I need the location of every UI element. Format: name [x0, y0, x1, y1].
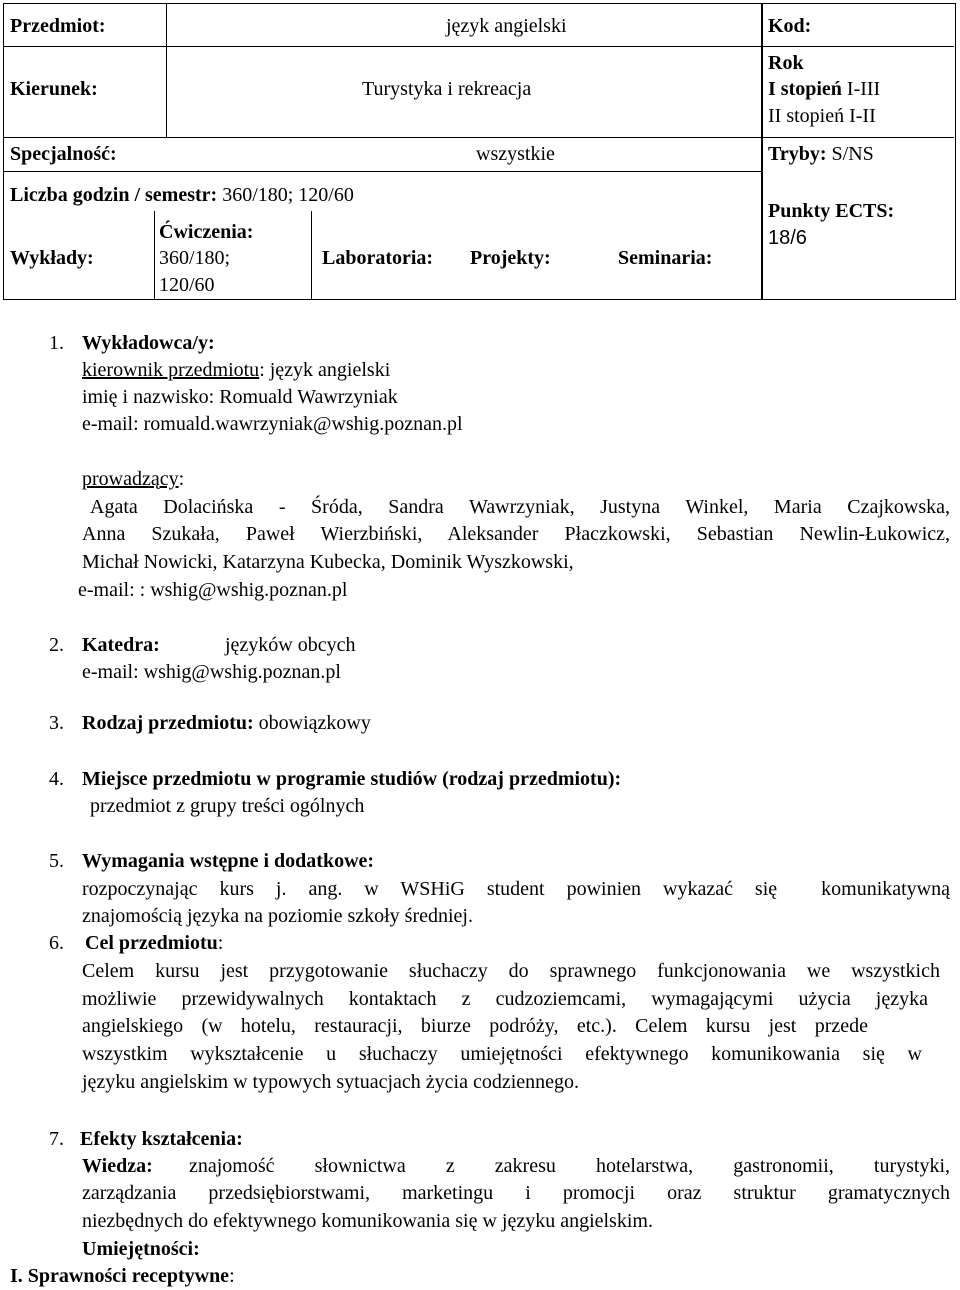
section-6-heading [85, 930, 223, 956]
prowadzacy-line-1: Agata Dolacińska - Śróda, Sandra Wawrzyniak, Justyna Winkel, Maria Czajkowska, [90, 496, 950, 518]
section-6-line-5: języku angielskim w typowych sytuacjach życia codziennego. [82, 1071, 580, 1093]
ects-label: Punkty ECTS: [768, 200, 895, 222]
column-divider [154, 211, 155, 299]
lecturer-name-line: imię i nazwisko: Romuald Wawrzyniak [82, 386, 398, 408]
laboratoria-label: Laboratoria: [322, 247, 434, 269]
section-6-line-3: angielskiego (w hotelu, restauracji, biurze podróży, etc.). Celem kursu jest przede [82, 1015, 868, 1037]
row-divider [4, 137, 954, 138]
row-divider [4, 171, 761, 172]
cwiczenia-line2: 120/60 [159, 274, 215, 296]
section-3-number: 3. [49, 712, 64, 734]
kierownik-label: kierownik przedmiotu [82, 359, 260, 381]
section-1-title: Wykładowca/y: [82, 332, 215, 354]
rok-line2: II stopień I-II [768, 105, 876, 127]
ects-value: 18/6 [768, 227, 807, 249]
section-5-line-1: rozpoczynając kurs j. ang. w WSHiG student powinien wykazać się komunikatywną [82, 878, 950, 900]
section-7-number: 7. [49, 1128, 64, 1150]
seminaria-label: Seminaria: [618, 247, 713, 269]
section-1-number: 1. [49, 332, 64, 354]
section-3-value: obowiązkowy [258, 712, 371, 734]
section-6-title: Cel przedmiotu [85, 932, 218, 954]
section-2-number: 2. [49, 634, 64, 656]
kierunek-value: Turystyka i rekreacja [362, 78, 532, 100]
sprawnosci-heading [10, 1263, 235, 1289]
lecturer-email-line: e-mail: romuald.wawrzyniak@wshig.poznan.pl [82, 413, 463, 435]
prowadzacy-line-2: Anna Szukała, Paweł Wierzbiński, Aleksander Płaczkowski, Sebastian Newlin-Łukowicz, [82, 523, 950, 545]
section-5-line-2: znajomością języka na poziomie szkoły średniej. [82, 905, 473, 927]
section-6-line-4: wszystkim wykształcenie u słuchaczy umiejętności efektywnego komunikowania się w [82, 1043, 922, 1065]
rok-line1 [768, 76, 880, 102]
wiedza-label [82, 1153, 153, 1179]
specjalnosc-label: Specjalność: [10, 143, 117, 165]
liczba-godzin [10, 182, 354, 208]
section-5-title: Wymagania wstępne i dodatkowe: [82, 850, 375, 872]
prowadzacy-heading [82, 466, 184, 492]
kierunek-label: Kierunek: [10, 78, 98, 100]
liczba-godzin-label: Liczba godzin / semestr: [10, 184, 218, 206]
wiedza-line-2: zarządzania przedsiębiorstwami, marketingu i promocji oraz struktur gramatycznych [82, 1182, 950, 1204]
kod-label: Kod: [768, 15, 812, 37]
cwiczenia-line1: 360/180; [159, 247, 231, 269]
umiejetnosci-label: Umiejętności: [82, 1238, 200, 1260]
wiedza-label-text: Wiedza: [82, 1155, 153, 1177]
tryby-value: S/NS [831, 143, 874, 165]
cwiczenia-label: Ćwiczenia: [159, 221, 254, 243]
rok-line1-value: I-III [846, 78, 881, 100]
kierownik-value: : język angielski [259, 359, 391, 381]
prowadzacy-email: e-mail: : wshig@wshig.poznan.pl [78, 579, 348, 601]
tryby-label: Tryby: [768, 143, 827, 165]
rok-line1-label: I stopień [768, 78, 842, 100]
sprawnosci-colon: : [229, 1265, 235, 1287]
section-3-line [82, 710, 371, 736]
column-divider [166, 4, 167, 137]
wiedza-line-1: znajomość słownictwa z zakresu hotelarstwa, gastronomii, turystyki, [189, 1155, 950, 1177]
section-5-number: 5. [49, 850, 64, 872]
wiedza-line-3: niezbędnych do efektywnego komunikowania się w języku angielskim. [82, 1210, 653, 1232]
przedmiot-label: Przedmiot: [10, 15, 106, 37]
section-4-title: Miejsce przedmiotu w programie studiów (rodzaj przedmiotu): [82, 768, 622, 790]
section-2-title: Katedra: [82, 634, 160, 656]
section-6-line-2: możliwie przewidywalnych kontaktach z cudzoziemcami, wymagającymi użycia języka [82, 988, 928, 1010]
przedmiot-value: język angielski [446, 15, 567, 37]
projekty-label: Projekty: [470, 247, 551, 269]
kierownik-line [82, 357, 390, 383]
row-divider [4, 46, 954, 47]
section-6-number: 6. [49, 932, 64, 954]
rok-label: Rok [768, 52, 804, 74]
column-divider [761, 4, 763, 299]
prowadzacy-line-3: Michał Nowicki, Katarzyna Kubecka, Dominik Wyszkowski, [82, 551, 574, 573]
section-4-number: 4. [49, 768, 64, 790]
liczba-godzin-value: 360/180; 120/60 [222, 184, 354, 206]
section-2-email: e-mail: wshig@wshig.poznan.pl [82, 661, 341, 683]
section-7-title: Efekty kształcenia: [80, 1128, 243, 1150]
section-2-value: języków obcych [225, 634, 356, 656]
prowadzacy-colon: : [178, 468, 185, 490]
specjalnosc-value: wszystkie [476, 143, 555, 165]
wyklady-label: Wykłady: [10, 247, 94, 269]
section-4-value: przedmiot z grupy treści ogólnych [90, 795, 365, 817]
column-divider [311, 211, 312, 299]
section-6-line-1: Celem kursu jest przygotowanie słuchaczy do sprawnego funkcjonowania we wszystkich [82, 960, 940, 982]
section-3-title: Rodzaj przedmiotu: [82, 712, 254, 734]
tryby [768, 141, 874, 167]
section-6-colon: : [217, 932, 224, 954]
sprawnosci-label: I. Sprawności receptywne [10, 1265, 230, 1287]
course-header-table [3, 3, 956, 300]
prowadzacy-label: prowadzący [82, 468, 179, 490]
